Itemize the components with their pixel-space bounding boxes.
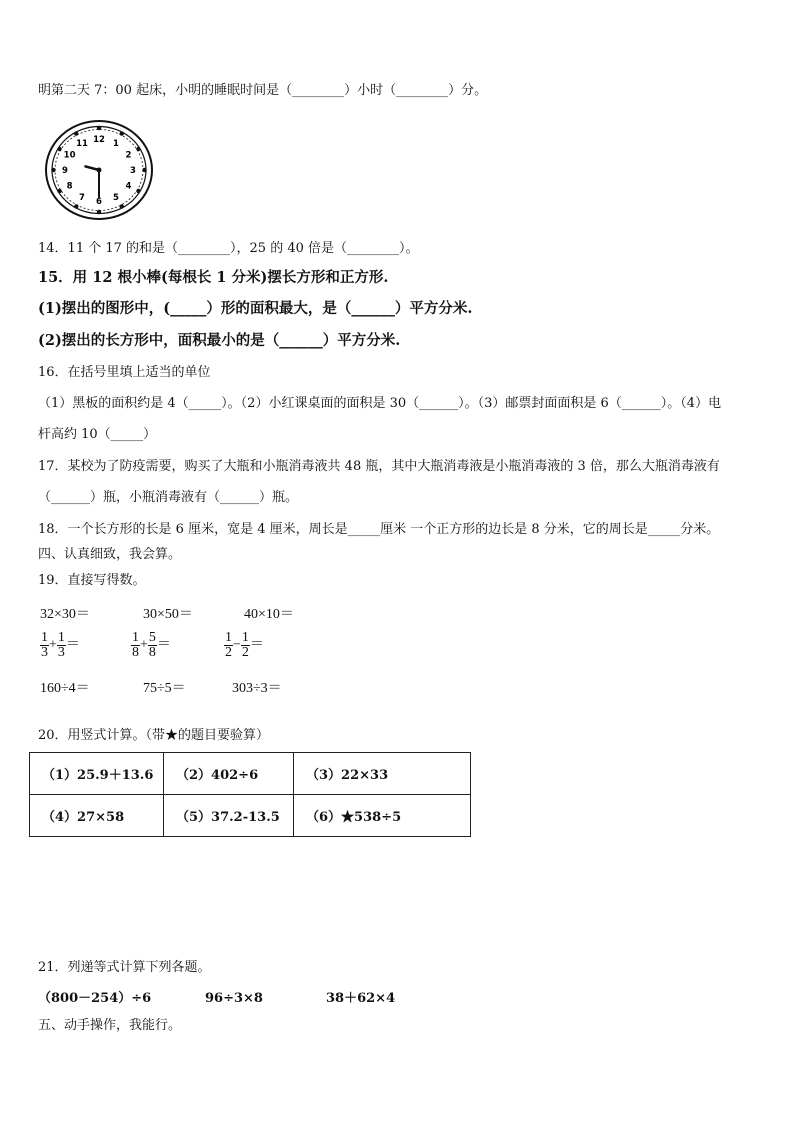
clock-number: 10 (63, 150, 76, 161)
q19-item-2: 30×50＝ (143, 607, 193, 622)
clock-hour-marker (97, 126, 101, 130)
clock-center (97, 168, 102, 173)
table-cell: （3）22×33 (294, 753, 471, 795)
section-5-heading: 五、动手操作，我能行。 (38, 1018, 182, 1033)
clock-number: 8 (66, 181, 73, 192)
clock-hour-marker (142, 168, 146, 172)
q20-title: 20．用竖式计算。（带★的题目要验算） (38, 728, 270, 743)
clock-hour-marker (74, 131, 78, 135)
clock-hour-marker (57, 189, 61, 193)
q14: 14．11 个 17 的和是（________），25 的 40 倍是（________）。 (38, 241, 419, 256)
clock-hour-marker (51, 168, 55, 172)
q19-item-7: 160÷4＝ (40, 681, 90, 696)
clock-hour-marker (57, 147, 61, 151)
clock-number: 9 (62, 166, 68, 176)
clock-number: 7 (79, 192, 85, 203)
table-cell: （5）37.2-13.5 (164, 795, 294, 837)
clock-figure (44, 119, 154, 221)
table-cell: （1）25.9＋13.6 (30, 753, 164, 795)
q19-item-9: 303÷3＝ (232, 681, 282, 696)
q17-line2: （______）瓶，小瓶消毒液有（______）瓶。 (38, 490, 299, 505)
q21-item-3: 38＋62×4 (326, 991, 396, 1006)
clock-number: 12 (93, 135, 105, 145)
clock-number: 4 (125, 181, 132, 192)
q19-fraction-3: $\frac{1}{2}$ − $\frac{1}{2}$ ＝ (225, 630, 264, 660)
clock-hour-marker (120, 131, 124, 135)
q17-line1: 17．某校为了防疫需要，购买了大瓶和小瓶消毒液共 48 瓶，其中大瓶消毒液是小瓶消毒液的 3 倍，那么大瓶消毒液有 (38, 459, 720, 474)
q19-fraction-1: $\frac{1}{3}$ + $\frac{1}{3}$ ＝ (41, 630, 80, 660)
q19-item-1: 32×30＝ (40, 607, 90, 622)
q19-item-8: 75÷5＝ (143, 681, 186, 696)
table-cell: （4）27×58 (30, 795, 164, 837)
q21-title: 21．列递等式计算下列各题。 (38, 960, 211, 975)
q21-item-1: （800－254）÷6 (38, 991, 152, 1006)
q19-fraction-2: $\frac{1}{8}$ + $\frac{5}{8}$ ＝ (132, 630, 171, 660)
clock-hour-marker (97, 210, 101, 214)
clock-hour-marker (120, 204, 124, 208)
q18: 18．一个长方形的长是 6 厘米，宽是 4 厘米，周长是_____厘米 一个正方形的边长是 8 分米，它的周长是_____分米。 (38, 522, 720, 537)
q19-title: 19．直接写得数。 (38, 573, 146, 588)
clock-number: 6 (96, 197, 102, 207)
table-row (30, 795, 471, 837)
clock-hour-marker (136, 147, 140, 151)
q15-title: 15．用 12 根小棒(每根长 1 分米)摆长方形和正方形. (38, 269, 389, 286)
table-row (30, 753, 471, 795)
clock-hour-marker (136, 189, 140, 193)
table-cell: （6）★538÷5 (294, 795, 471, 837)
clock-number: 1 (113, 139, 119, 150)
clock-hour-marker (74, 204, 78, 208)
table-cell: （2）402÷6 (164, 753, 294, 795)
clock-number: 5 (113, 192, 119, 203)
q15-part2: (2)摆出的长方形中，面积最小的是（______）平方分米. (38, 332, 401, 349)
q19-item-3: 40×10＝ (244, 607, 294, 622)
section-4-heading: 四、认真细致，我会算。 (38, 547, 182, 562)
clock-number: 2 (125, 150, 132, 161)
q15-part1: (1)摆出的图形中，(_____）形的面积最大，是（______）平方分米. (38, 300, 473, 317)
q16-line2: 杆高约 10（_____） (38, 427, 157, 442)
q20-table (29, 752, 471, 837)
q16-title: 16．在括号里填上适当的单位 (38, 365, 211, 380)
clock-number: 11 (76, 139, 88, 150)
q13-tail: 明第二天 7：00 起床，小明的睡眠时间是（________）小时（________）分。 (38, 83, 488, 98)
q21-item-2: 96÷3×8 (205, 991, 263, 1006)
q16-line1: （1）黑板的面积约是 4（_____）。（2）小红课桌面的面积是 30（______）。（3）邮票封面面积是 6（______）。（4）电 (38, 396, 722, 411)
clock-number: 3 (130, 166, 136, 176)
